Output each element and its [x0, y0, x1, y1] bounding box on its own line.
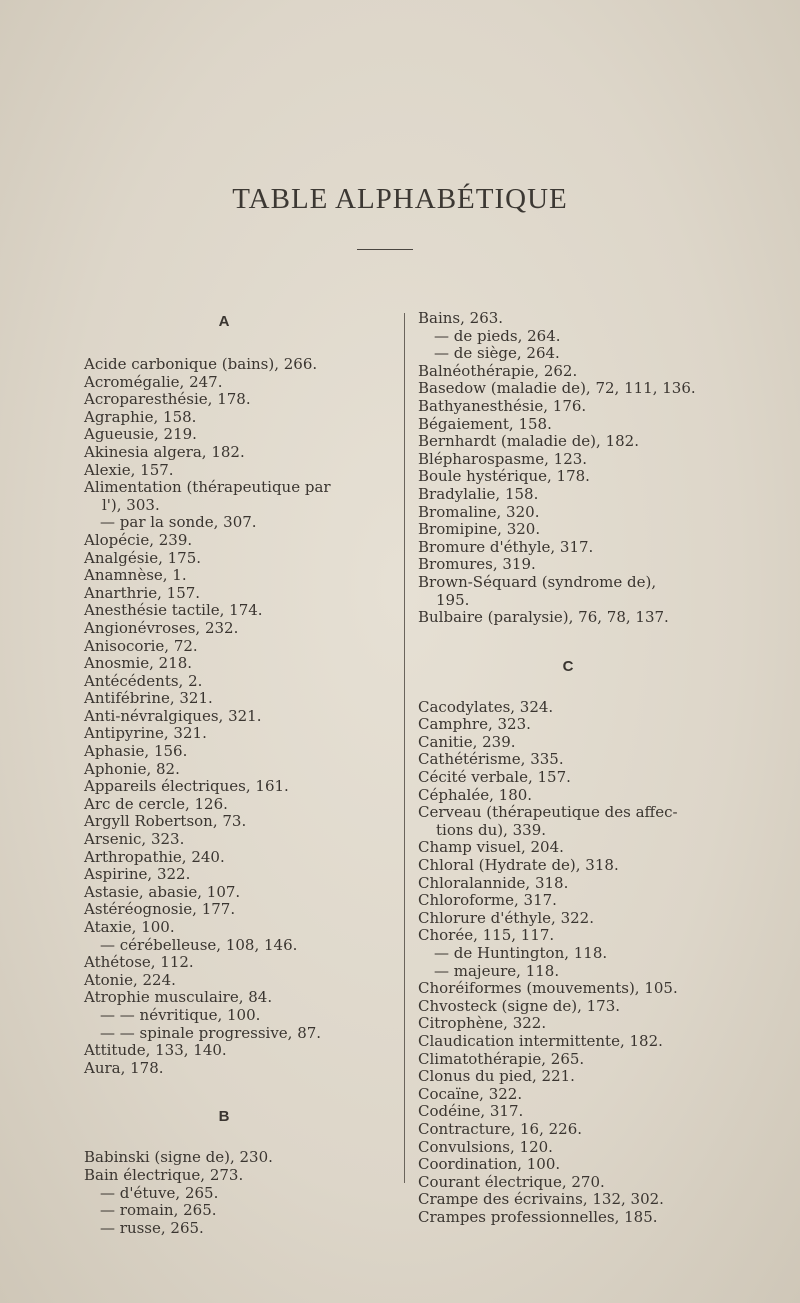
index-entry: Camphre, 323.: [418, 715, 531, 734]
index-entry: Cacodylates, 324.: [418, 697, 554, 716]
index-entry: 195.: [436, 590, 470, 609]
index-entry: Acide carbonique (bains), 266.: [84, 355, 318, 373]
index-entry: Anarthrie, 157.: [84, 583, 201, 602]
index-entry: Crampes professionnelles, 185.: [418, 1207, 658, 1226]
index-entry: Acromégalie, 247.: [84, 372, 223, 391]
index-entry: Contracture, 16, 226.: [418, 1119, 583, 1138]
index-entry: Anisocorie, 72.: [84, 636, 198, 655]
index-entry: Convulsions, 120.: [418, 1137, 553, 1156]
index-entry: Cerveau (thérapeutique des affec-: [418, 803, 678, 822]
index-entry: Céphalée, 180.: [418, 785, 533, 804]
index-entry: Analgésie, 175.: [84, 548, 202, 567]
index-entry: Arsenic, 323.: [84, 830, 185, 849]
index-entry: Aphasie, 156.: [84, 742, 188, 761]
index-entry: Alexie, 157.: [84, 460, 174, 479]
index-entry: Champ visuel, 204.: [418, 838, 564, 857]
section-letter-a: A: [218, 313, 230, 330]
index-entry: Bromures, 319.: [418, 555, 536, 574]
index-entry: — de Huntington, 118.: [434, 944, 608, 962]
index-entry: Antipyrine, 321.: [84, 724, 207, 743]
index-entry: Antécédents, 2.: [84, 671, 203, 690]
index-entry: Choréiformes (mouvements), 105.: [418, 979, 678, 998]
index-entry: Atrophie musculaire, 84.: [84, 988, 273, 1007]
index-entry: Bains, 263.: [418, 309, 504, 327]
index-entry: Claudication intermittente, 182.: [418, 1031, 663, 1050]
index-entry: Boule hystérique, 178.: [418, 467, 590, 486]
index-entry: Cécité verbale, 157.: [418, 768, 571, 787]
index-entry: Appareils électriques, 161.: [84, 777, 289, 796]
index-entry: — — spinale progressive, 87.: [100, 1023, 322, 1042]
index-entry: Brown-Séquard (syndrome de),: [418, 572, 657, 591]
index-entry: Ataxie, 100.: [84, 918, 175, 936]
index-entry: Atonie, 224.: [84, 970, 176, 989]
index-entry: Chvosteck (signe de), 173.: [418, 996, 621, 1015]
index-entry: Coordination, 100.: [418, 1155, 561, 1174]
right-column: [418, 310, 718, 1227]
index-entry: — cérébelleuse, 108, 146.: [100, 935, 298, 954]
index-entry: Alimentation (thérapeutique par: [84, 478, 331, 497]
index-entry: Codéine, 317.: [418, 1102, 524, 1121]
index-entry: Basedow (maladie de), 72, 111, 136.: [418, 379, 696, 398]
section-letter-b: B: [218, 1108, 230, 1126]
index-entry: l'), 303.: [102, 495, 160, 514]
index-entry: Bernhardt (maladie de), 182.: [418, 432, 639, 451]
index-entry: Astéréognosie, 177.: [84, 900, 236, 919]
index-entry: — d'étuve, 265.: [100, 1183, 219, 1202]
index-entry: Babinski (signe de), 230.: [84, 1148, 273, 1167]
index-entry: Anosmie, 218.: [84, 654, 193, 673]
index-entry: Climatothérapie, 265.: [418, 1049, 585, 1068]
index-entry: Crampe des écrivains, 132, 302.: [418, 1190, 664, 1209]
index-entry: Argyll Robertson, 73.: [84, 812, 247, 831]
index-entry: Alopécie, 239.: [84, 530, 193, 549]
index-entry: Chloralannide, 318.: [418, 873, 569, 892]
index-entry: Chlorure d'éthyle, 322.: [418, 908, 594, 927]
left-column: [84, 310, 384, 1237]
index-entry: tions du), 339.: [436, 820, 547, 839]
index-entry: Chorée, 115, 117.: [418, 926, 555, 945]
index-entry: Canitie, 239.: [418, 732, 516, 751]
index-entry: Balnéothérapie, 262.: [418, 361, 578, 380]
index-entry: Antifébrine, 321.: [84, 689, 213, 708]
index-entry: Bromipine, 320.: [418, 520, 541, 539]
index-entry: Anti-névralgiques, 321.: [84, 706, 262, 725]
index-entry: Cathétérisme, 335.: [418, 750, 564, 769]
index-entry: Bathyanesthésie, 176.: [418, 396, 587, 415]
column-divider: [404, 313, 405, 1183]
index-entry: Chloroforme, 317.: [418, 891, 557, 910]
index-entry: Agueusie, 219.: [84, 425, 197, 444]
index-entry: Courant électrique, 270.: [418, 1172, 605, 1191]
index-entry: — majeure, 118.: [434, 961, 560, 980]
title-rule: [357, 249, 413, 250]
index-entry: Acroparesthésie, 178.: [84, 390, 251, 409]
index-entry: Citrophène, 322.: [418, 1014, 547, 1033]
index-entry: Arc de cercle, 126.: [84, 794, 228, 813]
page-title: TABLE ALPHABÉTIQUE: [232, 183, 568, 215]
index-entry: Chloral (Hydrate de), 318.: [418, 856, 619, 875]
index-entry: — romain, 265.: [100, 1201, 217, 1220]
index-entry: Anesthésie tactile, 174.: [84, 601, 263, 620]
index-entry: Blépharospasme, 123.: [418, 449, 588, 468]
index-entry: — de siège, 264.: [434, 344, 560, 363]
index-entry: Arthropathie, 240.: [84, 847, 225, 866]
index-entry: Bégaiement, 158.: [418, 414, 552, 433]
index-entry: Bromure d'éthyle, 317.: [418, 537, 594, 556]
index-entry: Bain électrique, 273.: [84, 1165, 244, 1184]
index-entry: Clonus du pied, 221.: [418, 1067, 575, 1086]
index-entry: Aura, 178.: [84, 1058, 164, 1077]
index-entry: Aspirine, 322.: [84, 865, 191, 884]
index-entry: Astasie, abasie, 107.: [84, 882, 241, 901]
index-entry: — par la sonde, 307.: [100, 513, 257, 532]
index-entry: Bradylalie, 158.: [418, 484, 539, 503]
index-entry: — russe, 265.: [100, 1218, 204, 1237]
index-entry: Bromaline, 320.: [418, 502, 540, 521]
index-entry: Agraphie, 158.: [84, 407, 197, 426]
index-entry: Anamnèse, 1.: [84, 566, 187, 585]
index-entry: Angionévroses, 232.: [84, 618, 239, 637]
index-entry: Bulbaire (paralysie), 76, 78, 137.: [418, 608, 669, 627]
section-letter-c: C: [562, 657, 574, 675]
index-entry: Akinesia algera, 182.: [84, 442, 245, 461]
index-entry: — de pieds, 264.: [434, 326, 561, 345]
index-entry: Athétose, 112.: [84, 953, 194, 972]
index-entry: — — névritique, 100.: [100, 1005, 261, 1024]
index-entry: Attitude, 133, 140.: [84, 1041, 227, 1060]
index-entry: Aphonie, 82.: [84, 759, 180, 778]
index-entry: Cocaïne, 322.: [418, 1084, 523, 1103]
